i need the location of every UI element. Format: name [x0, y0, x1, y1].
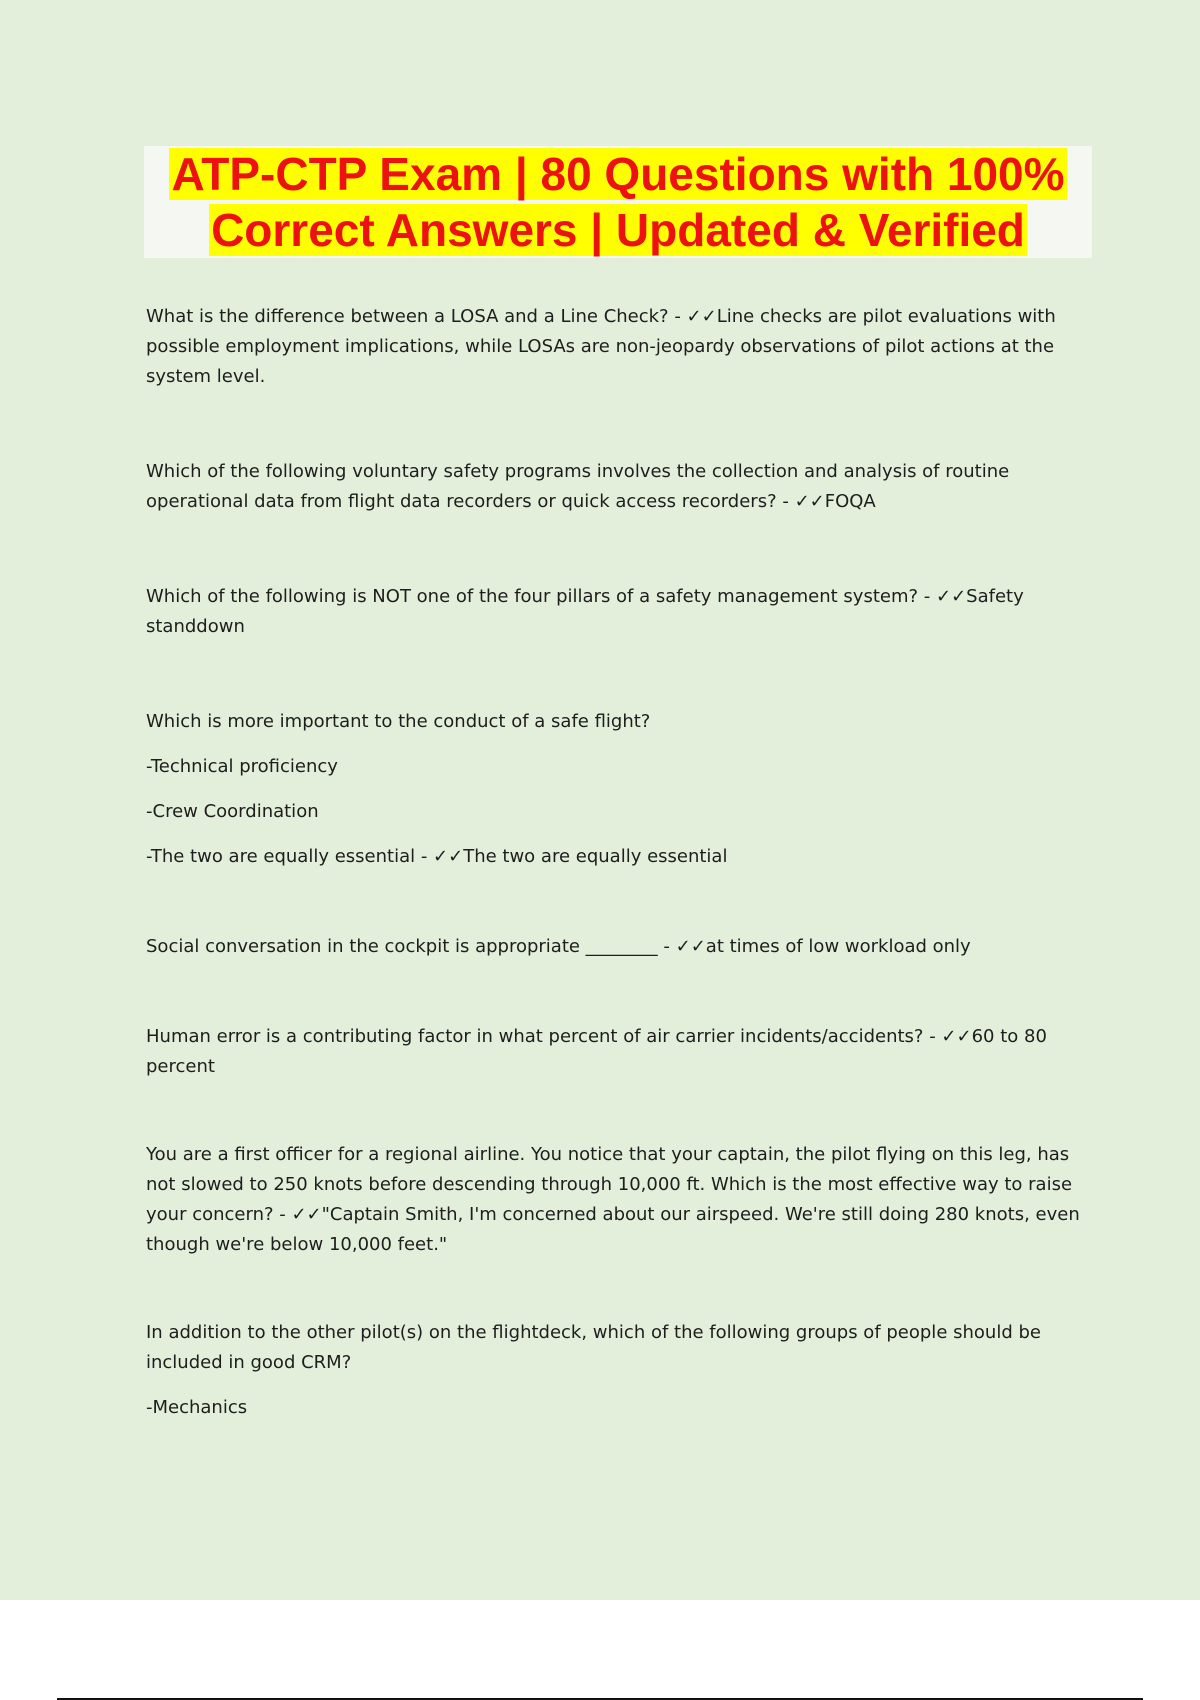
qa-option: -Mechanics [146, 1397, 248, 1418]
qa-list [146, 302, 1096, 1423]
qa-option: -Technical proficiency [146, 756, 338, 777]
qa-text: Which of the following is NOT one of the four pillars of a safety management system? - ✓✓Safety standdown [146, 586, 1024, 637]
qa-text: Which of the following voluntary safety programs involves the collection and analysis of routine operational data from flight data recorders or quick access recorders? - ✓✓FOQA [146, 461, 1010, 512]
qa-item [146, 457, 1096, 517]
title-block [144, 146, 1092, 258]
qa-item [146, 707, 1096, 872]
qa-text: You are a first officer for a regional airline. You notice that your captain, the pilot flying on this leg, has not slowed to 250 knots before descending through 10,000 ft. Which is the most effective way to raise your concern? - ✓✓"Captain Smith, I'm concerned about our airspeed. We're still doing 280 knots, even though we're below 10,000 feet." [146, 1144, 1080, 1255]
title-line-1: ATP-CTP Exam | 80 Questions with 100% [171, 148, 1065, 200]
qa-option: -The two are equally essential - ✓✓The two are equally essential [146, 846, 728, 867]
qa-item [146, 1140, 1096, 1260]
qa-text: What is the difference between a LOSA and a Line Check? - ✓✓Line checks are pilot evaluations with possible employment implications, while LOSAs are non-jeopardy observations of pilot actions at the system level. [146, 306, 1056, 387]
qa-text: Social conversation in the cockpit is appropriate ________ - ✓✓at times of low workload only [146, 936, 971, 957]
qa-option: -Crew Coordination [146, 801, 319, 822]
qa-item [146, 582, 1096, 642]
document-title [144, 146, 1092, 258]
qa-text: Human error is a contributing factor in what percent of air carrier incidents/accidents? - ✓✓60 to 80 percent [146, 1026, 1047, 1077]
title-line-2: Correct Answers | Updated & Verified [211, 204, 1025, 256]
qa-question: In addition to the other pilot(s) on the flightdeck, which of the following groups of people should be included in good CRM? [146, 1322, 1041, 1373]
qa-item [146, 1318, 1096, 1423]
qa-question: Which is more important to the conduct of a safe flight? [146, 711, 651, 732]
qa-item [146, 932, 1096, 962]
qa-item [146, 1022, 1096, 1082]
qa-item [146, 302, 1096, 392]
